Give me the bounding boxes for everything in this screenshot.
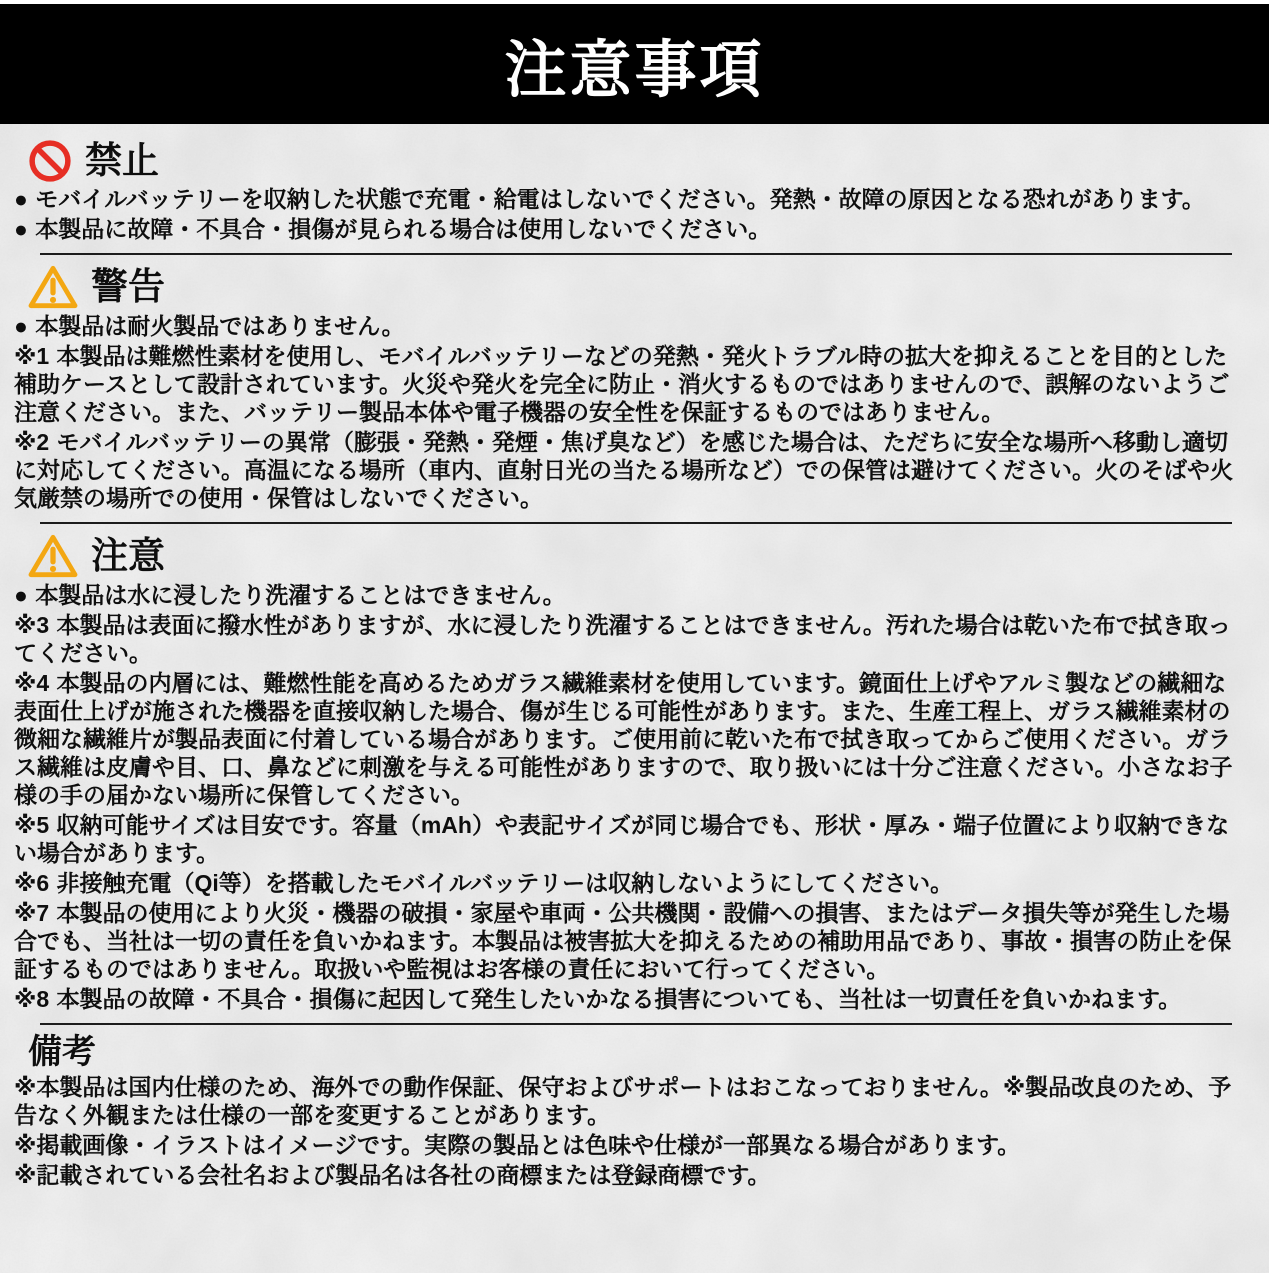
- notice-text: 本製品は水に浸したり洗濯することはできません。: [35, 582, 566, 608]
- notice-item: [14, 1073, 1243, 1129]
- section-divider: [40, 522, 1232, 524]
- bullet-marker: ●: [14, 313, 28, 339]
- notice-item: [14, 1161, 1243, 1189]
- section-heading: 禁止: [85, 139, 159, 181]
- no-entry-icon: [28, 139, 72, 183]
- notice-item: [14, 581, 1243, 609]
- remarks-heading-row: [28, 1034, 1243, 1071]
- notice-text: 本製品に故障・不具合・損傷が見られる場合は使用しないでください。: [35, 216, 772, 242]
- warning-triangle-icon: [28, 264, 78, 310]
- ref-marker: ※2: [14, 429, 50, 455]
- section-heading: 備考: [28, 1033, 96, 1071]
- ref-marker: ※1: [14, 343, 50, 369]
- warning-triangle-icon: [28, 533, 78, 579]
- bullet-marker: ●: [14, 582, 28, 608]
- notice-text: 非接触充電（Qi等）を搭載したモバイルバッテリーは収納しないようにしてください。: [56, 870, 954, 896]
- notice-item: [14, 899, 1243, 983]
- notice-item: [14, 342, 1243, 426]
- ref-marker: ※5: [14, 812, 50, 838]
- ref-marker: ※4: [14, 670, 50, 696]
- notice-text: 本製品の使用により火災・機器の破損・家屋や車両・公共機関・設備への損害、またはデータ損失等が発生した場合でも、当社は一切の責任を負いかねます。本製品は被害拡大を抑えるための補助用品であり、事故・損害の防止を保証するものではありません。取扱いや監視はお客様の責任において行ってください。: [14, 900, 1232, 982]
- notice-text: 本製品は表面に撥水性がありますが、水に浸したり洗濯することはできません。汚れた場合は乾いた布で拭き取ってください。: [14, 612, 1231, 666]
- section-remarks: [14, 1034, 1243, 1189]
- notice-item: [14, 669, 1243, 809]
- notice-item: [14, 869, 1243, 897]
- ref-marker: ※6: [14, 870, 50, 896]
- notice-text: 本製品の内層には、難燃性能を高めるためガラス繊維素材を使用しています。鏡面仕上げやアルミ製などの繊細な表面仕上げが施された機器を直接収納した場合、傷が生じる可能性があります。また、生産工程上、ガラス繊維素材の微細な繊維片が製品表面に付着している場合があります。ご使用前に乾いた布で拭き取ってからご使用ください。ガラス繊維は皮膚や目、口、鼻などに刺激を与える可能性がありますので、取り扱いには十分ご注意ください。小さなお子様の手の届かない場所に保管してください。: [14, 670, 1233, 808]
- section-caution: [14, 533, 1243, 1013]
- ref-marker: ※7: [14, 900, 50, 926]
- notice-text: 本製品は耐火製品ではありません。: [35, 313, 405, 339]
- notice-text: ※掲載画像・イラストはイメージです。実際の製品とは色味や仕様が一部異なる場合があります。: [14, 1132, 1021, 1159]
- bullet-marker: ●: [14, 186, 28, 212]
- notice-item: [14, 185, 1243, 213]
- notice-item: [14, 811, 1243, 867]
- notice-text: 収納可能サイズは目安です。容量（mAh）や表記サイズが同じ場合でも、形状・厚み・端子位置により収納できない場合があります。: [14, 812, 1230, 866]
- notice-text: モバイルバッテリーの異常（膨張・発熱・発煙・焦げ臭など）を感じた場合は、ただちに安全な場所へ移動し適切に対応してください。高温になる場所（車内、直射日光の当たる場所など）での保管は避けてください。火のそばや火気厳禁の場所での使用・保管はしないでください。: [14, 429, 1233, 511]
- notice-body: [0, 124, 1269, 1189]
- section-heading: 注意: [91, 534, 165, 576]
- section-divider: [40, 1023, 1232, 1025]
- notice-text: 本製品の故障・不具合・損傷に起因して発生したいかなる損害についても、当社は一切責任を負いかねます。: [56, 986, 1182, 1012]
- section-warning: [14, 264, 1243, 512]
- section-prohibited: [14, 139, 1243, 243]
- ref-marker: ※8: [14, 986, 50, 1012]
- notice-text: ※本製品は国内仕様のため、海外での動作保証、保守およびサポートはおこなっておりません。※製品改良のため、予告なく外観または仕様の一部を変更することがあります。: [14, 1074, 1232, 1129]
- notice-text: ※記載されている会社名および製品名は各社の商標または登録商標です。: [14, 1162, 771, 1189]
- ref-marker: ※3: [14, 612, 50, 638]
- section-divider: [40, 253, 1232, 255]
- caution-heading-row: [28, 533, 1243, 579]
- notice-text: モバイルバッテリーを収納した状態で充電・給電はしないでください。発熱・故障の原因となる恐れがあります。: [35, 186, 1205, 212]
- notice-text: 本製品は難燃性素材を使用し、モバイルバッテリーなどの発熱・発火トラブル時の拡大を抑えることを目的とした補助ケースとして設計されています。火災や発火を完全に防止・消火するものではありませんので、誤解のないようご注意ください。また、バッテリー製品本体や電子機器の安全性を保証するものではありません。: [14, 343, 1230, 425]
- notice-item: [14, 312, 1243, 340]
- page-title: 注意事項: [504, 35, 765, 105]
- notice-item: [14, 428, 1243, 512]
- notice-item: [14, 1131, 1243, 1159]
- section-heading: 警告: [91, 265, 165, 307]
- warning-heading-row: [28, 264, 1243, 310]
- prohibited-heading-row: [28, 139, 1243, 183]
- page-header: [0, 0, 1269, 124]
- notice-item: [14, 611, 1243, 667]
- bullet-marker: ●: [14, 216, 28, 242]
- notice-item: [14, 215, 1243, 243]
- notice-item: [14, 985, 1243, 1013]
